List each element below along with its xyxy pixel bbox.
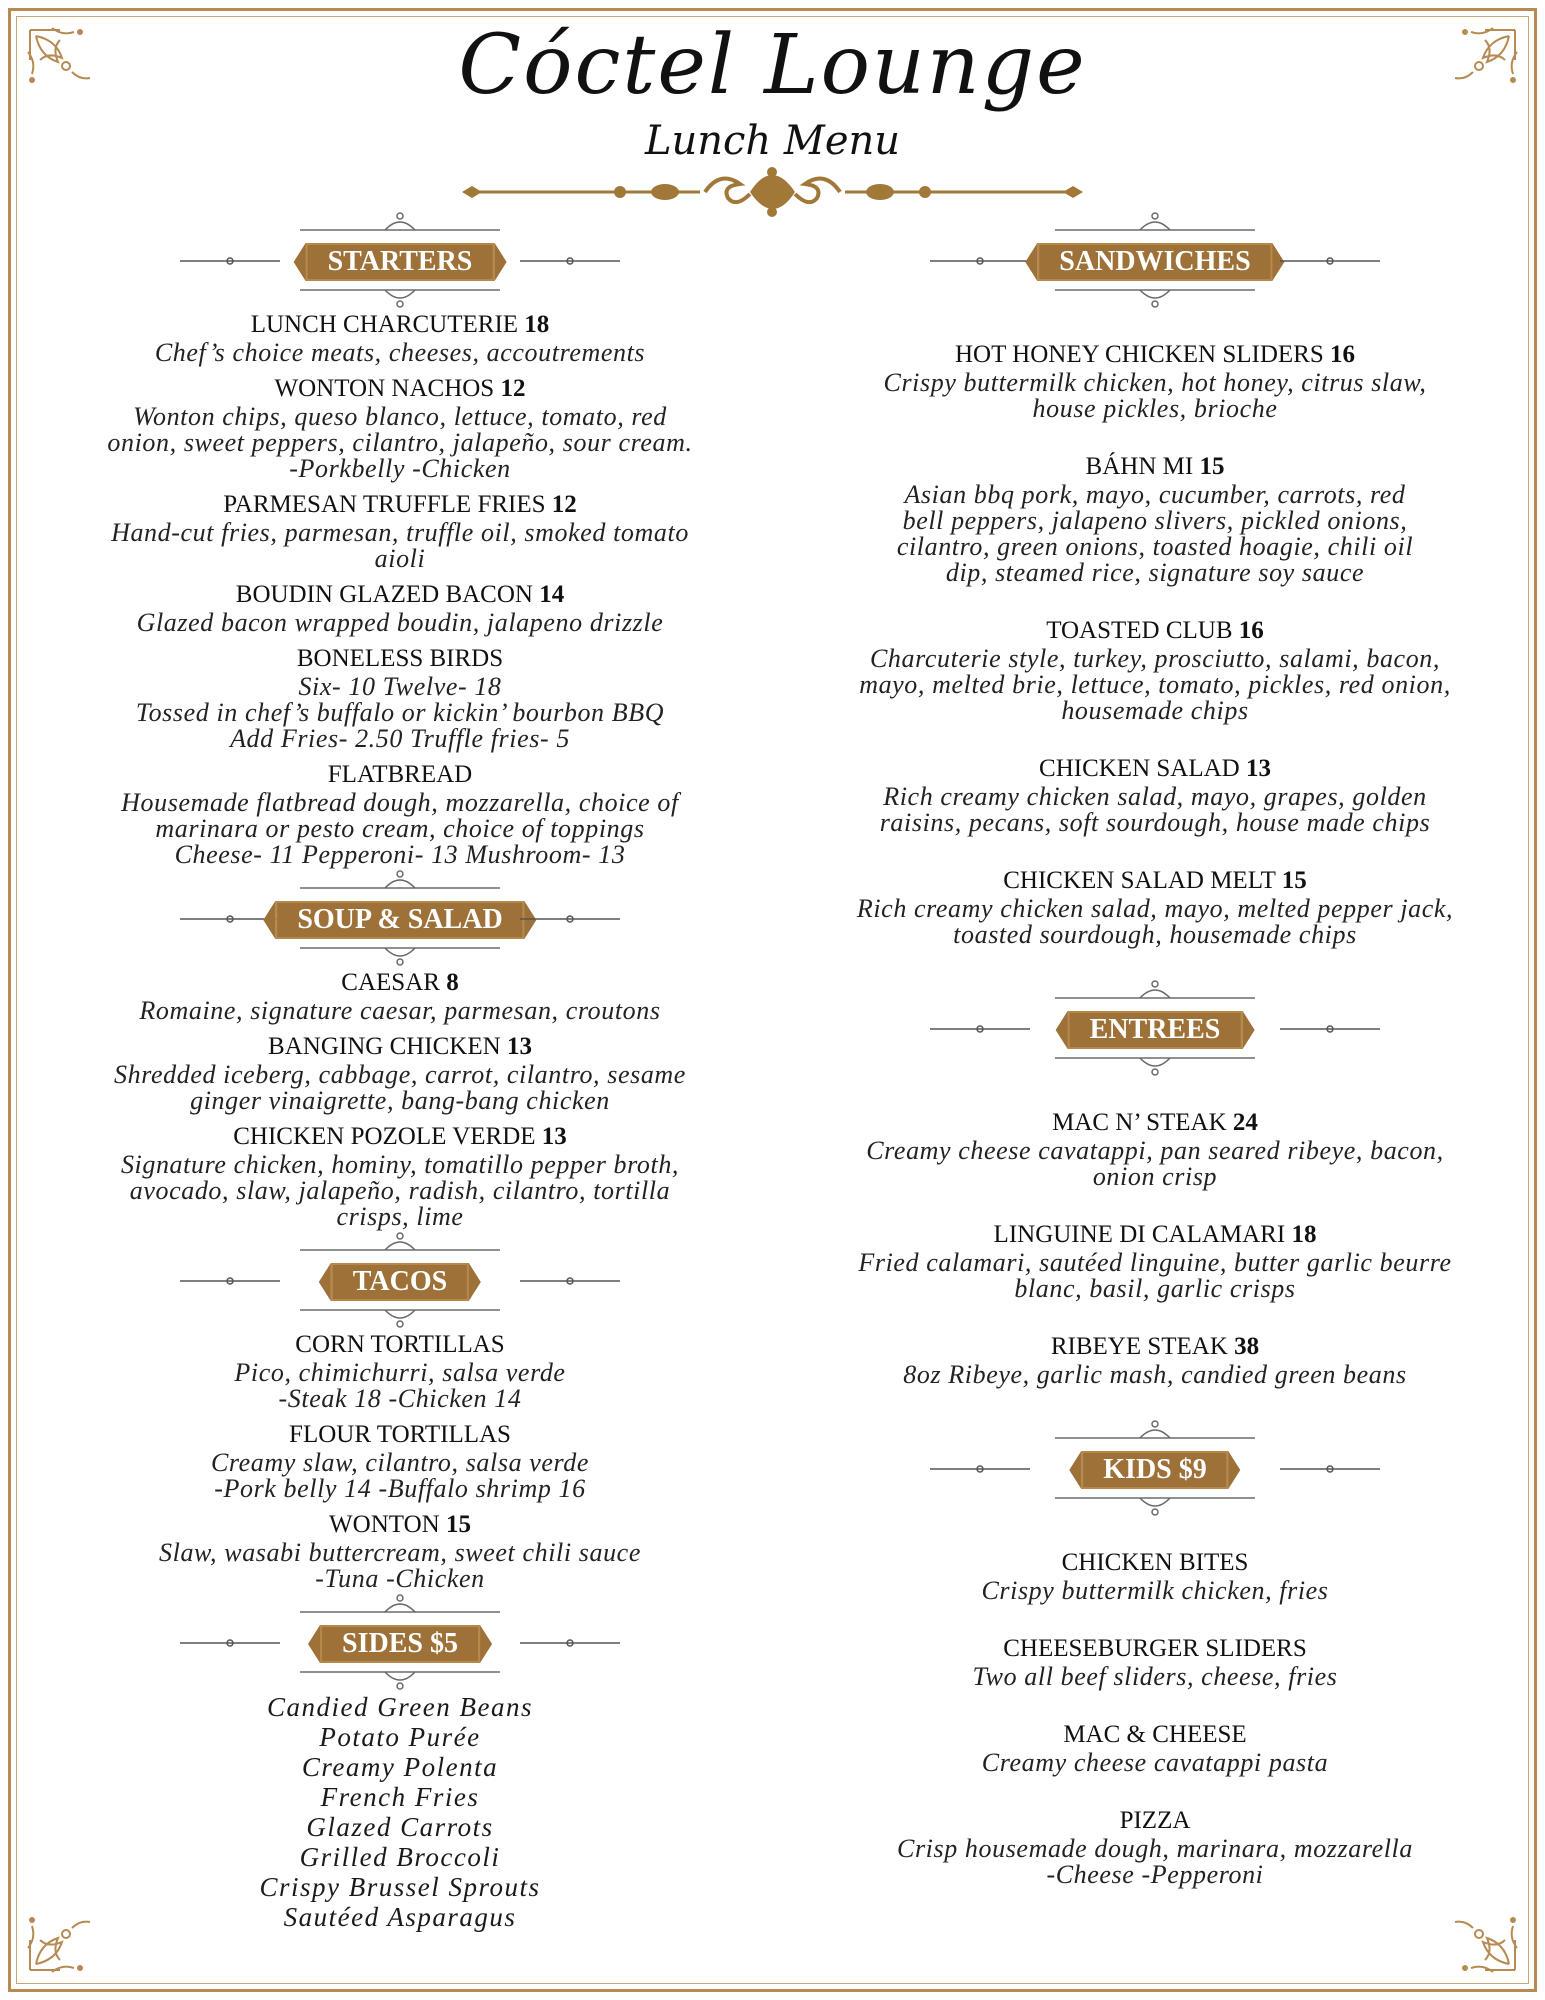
item-name: CHICKEN SALAD MELT 15 [1003, 867, 1307, 894]
menu-item [40, 644, 760, 752]
item-description: Rich creamy chicken salad, mayo, melted pepper jack, [856, 894, 1454, 923]
menu-item [40, 374, 760, 482]
item-name: CHICKEN SALAD 13 [1039, 755, 1271, 782]
item-description: toasted sourdough, housemade chips [953, 920, 1357, 949]
side-item: Grilled Broccoli [299, 1842, 501, 1872]
menu-item [790, 1548, 1520, 1604]
sides-list [40, 1692, 760, 1932]
item-description: blanc, basil, garlic crisps [1014, 1274, 1296, 1303]
item-description: housemade chips [1061, 696, 1249, 725]
item-name: LINGUINE DI CALAMARI 18 [993, 1221, 1317, 1248]
side-item: Glazed Carrots [306, 1812, 494, 1842]
item-description: -Cheese -Pepperoni [1046, 1860, 1264, 1889]
item-description: onion, sweet peppers, cilantro, jalapeño, sour cream. [107, 428, 693, 457]
item-name: CHICKEN POZOLE VERDE 13 [233, 1123, 567, 1150]
item-description: mayo, melted brie, lettuce, tomato, pickles, red onion, [859, 670, 1451, 699]
item-description: Creamy cheese cavatappi pasta [981, 1748, 1329, 1777]
left-column [40, 210, 760, 1932]
item-name: BONELESS BIRDS [296, 645, 504, 672]
item-price: 13 [506, 1033, 532, 1060]
item-description: marinara or pesto cream, choice of toppings [155, 814, 645, 843]
item-name: BÁHN MI 15 [1085, 453, 1225, 480]
section-heading: TACOS [331, 1263, 469, 1301]
menu-item [40, 1420, 760, 1502]
item-description: -Pork belly 14 -Buffalo shrimp 16 [214, 1474, 586, 1503]
item-price: 18 [524, 311, 550, 338]
section-banner-entrees [790, 978, 1520, 1078]
item-description: Slaw, wasabi buttercream, sweet chili sauce [159, 1538, 641, 1567]
item-description: Asian bbq pork, mayo, cucumber, carrots, red [904, 480, 1406, 509]
item-description: raisins, pecans, soft sourdough, house made chips [879, 808, 1431, 837]
item-price: 15 [445, 1511, 471, 1538]
item-price: 14 [539, 581, 565, 608]
section-heading: SOUP & SALAD [275, 901, 524, 939]
item-price: 13 [541, 1123, 567, 1150]
item-name: WONTON NACHOS 12 [274, 375, 526, 402]
section-banner-soup-salad [40, 868, 760, 968]
item-description: Hand-cut fries, parmesan, truffle oil, smoked tomato [111, 518, 689, 547]
item-description: ginger vinaigrette, bang-bang chicken [190, 1086, 610, 1115]
item-name: WONTON 15 [329, 1511, 471, 1538]
item-price: 12 [551, 491, 577, 518]
item-description: bell peppers, jalapeno slivers, pickled onions, [902, 506, 1408, 535]
section-banner-sandwiches [790, 210, 1520, 310]
item-name: PIZZA [1119, 1807, 1191, 1834]
item-description: Add Fries- 2.50 Truffle fries- 5 [230, 724, 570, 753]
item-description: Charcuterie style, turkey, prosciutto, salami, bacon, [869, 644, 1441, 673]
item-description: onion crisp [1092, 1162, 1218, 1191]
item-description: avocado, slaw, jalapeño, radish, cilantro, tortilla [129, 1176, 671, 1205]
item-description: Creamy slaw, cilantro, salsa verde [210, 1448, 590, 1477]
item-description: -Steak 18 -Chicken 14 [278, 1384, 522, 1413]
item-price: 16 [1238, 617, 1264, 644]
item-description: Romaine, signature caesar, parmesan, croutons [139, 996, 661, 1025]
item-description: Crispy buttermilk chicken, fries [981, 1576, 1329, 1605]
item-price: 8 [446, 969, 459, 996]
item-price: 12 [500, 375, 526, 402]
item-description: Creamy cheese cavatappi, pan seared ribeye, bacon, [866, 1136, 1444, 1165]
section-heading: SANDWICHES [1037, 243, 1272, 281]
item-description: Crisp housemade dough, marinara, mozzarella [897, 1834, 1413, 1863]
menu-item [40, 1330, 760, 1412]
item-description: Glazed bacon wrapped boudin, jalapeno drizzle [136, 608, 664, 637]
menu-item [40, 1032, 760, 1114]
item-description: Housemade flatbread dough, mozzarella, choice of [121, 788, 679, 817]
side-item: Potato Purée [319, 1722, 481, 1752]
menu-item [790, 866, 1520, 948]
item-description: Six- 10 Twelve- 18 [298, 672, 502, 701]
item-description: cilantro, green onions, toasted hoagie, chili oil [896, 532, 1414, 561]
menu-item [790, 452, 1520, 586]
menu-item [40, 580, 760, 636]
item-name: TOASTED CLUB 16 [1046, 617, 1264, 644]
item-description: aioli [374, 544, 426, 573]
section-banner-tacos [40, 1230, 760, 1330]
item-description: Signature chicken, hominy, tomatillo pepper broth, [120, 1150, 680, 1179]
item-price: 38 [1234, 1333, 1260, 1360]
item-description: house pickles, brioche [1032, 394, 1278, 423]
menu-item [790, 1634, 1520, 1690]
side-item: Sautéed Asparagus [283, 1902, 517, 1932]
menu-subtitle: Lunch Menu [644, 118, 901, 164]
item-name: CORN TORTILLAS [295, 1331, 505, 1358]
section-heading: SIDES $5 [320, 1625, 480, 1663]
item-description: Cheese- 11 Pepperoni- 13 Mushroom- 13 [174, 840, 626, 869]
section-banner-kids [790, 1418, 1520, 1518]
menu-item [790, 1220, 1520, 1302]
menu-title: Cóctel Lounge [458, 18, 1087, 113]
item-name: RIBEYE STEAK 38 [1050, 1333, 1260, 1360]
menu-item [790, 616, 1520, 724]
right-column [790, 210, 1520, 1888]
item-description: crisps, lime [336, 1202, 464, 1231]
item-description: Rich creamy chicken salad, mayo, grapes, golden [883, 782, 1427, 811]
corner-flourish-icon [1433, 1888, 1523, 1978]
menu-item [40, 1122, 760, 1230]
item-name: CHEESEBURGER SLIDERS [1003, 1635, 1307, 1662]
menu-item [790, 754, 1520, 836]
item-price: 16 [1330, 341, 1355, 368]
item-name: CAESAR 8 [341, 969, 459, 996]
item-name: BANGING CHICKEN 13 [268, 1033, 532, 1060]
item-description: Pico, chimichurri, salsa verde [234, 1358, 566, 1387]
item-description: Chef’s choice meats, cheeses, accoutrements [154, 338, 646, 367]
item-description: Crispy buttermilk chicken, hot honey, citrus slaw, [883, 368, 1427, 397]
side-item: French Fries [320, 1782, 480, 1812]
item-description: -Tuna -Chicken [315, 1564, 485, 1593]
section-banner-sides [40, 1592, 760, 1692]
item-description: Wonton chips, queso blanco, lettuce, tomato, red [133, 402, 667, 431]
side-item: Creamy Polenta [301, 1752, 499, 1782]
menu-item [40, 490, 760, 572]
menu-item [790, 340, 1520, 422]
item-name: HOT HONEY CHICKEN SLIDERS 16 [955, 341, 1355, 368]
menu-item [790, 1332, 1520, 1388]
side-item: Crispy Brussel Sprouts [259, 1872, 541, 1902]
item-name: BOUDIN GLAZED BACON 14 [235, 581, 565, 608]
menu-item [790, 1806, 1520, 1888]
item-description: Tossed in chef’s buffalo or kickin’ bourbon BBQ [135, 698, 665, 727]
item-price: 24 [1232, 1109, 1258, 1136]
menu-item [40, 1510, 760, 1592]
item-description: Two all beef sliders, cheese, fries [972, 1662, 1338, 1691]
item-name: MAC N’ STEAK 24 [1052, 1109, 1258, 1136]
menu-item [40, 760, 760, 868]
item-description: Fried calamari, sautéed linguine, butter garlic beurre [858, 1248, 1452, 1277]
item-description: -Porkbelly -Chicken [289, 454, 511, 483]
section-heading: ENTREES [1068, 1011, 1243, 1049]
item-price: 13 [1245, 755, 1271, 782]
item-name: CHICKEN BITES [1061, 1549, 1249, 1576]
section-heading: KIDS $9 [1081, 1451, 1228, 1489]
menu-item [790, 1720, 1520, 1776]
item-price: 15 [1281, 867, 1307, 894]
item-name: MAC & CHEESE [1063, 1721, 1247, 1748]
item-description: dip, steamed rice, signature soy sauce [945, 558, 1365, 587]
item-description: 8oz Ribeye, garlic mash, candied green beans [903, 1360, 1407, 1389]
section-banner-starters [40, 210, 760, 310]
section-heading: STARTERS [306, 243, 495, 281]
item-description: Shredded iceberg, cabbage, carrot, cilantro, sesame [114, 1060, 686, 1089]
item-name: FLOUR TORTILLAS [289, 1421, 511, 1448]
menu-item [40, 310, 760, 366]
item-name: FLATBREAD [327, 761, 473, 788]
menu-item [40, 968, 760, 1024]
side-item: Candied Green Beans [267, 1692, 533, 1722]
item-name: PARMESAN TRUFFLE FRIES 12 [223, 491, 577, 518]
item-price: 15 [1199, 453, 1225, 480]
menu-item [790, 1108, 1520, 1190]
item-name: LUNCH CHARCUTERIE 18 [250, 311, 550, 338]
item-price: 18 [1291, 1221, 1317, 1248]
